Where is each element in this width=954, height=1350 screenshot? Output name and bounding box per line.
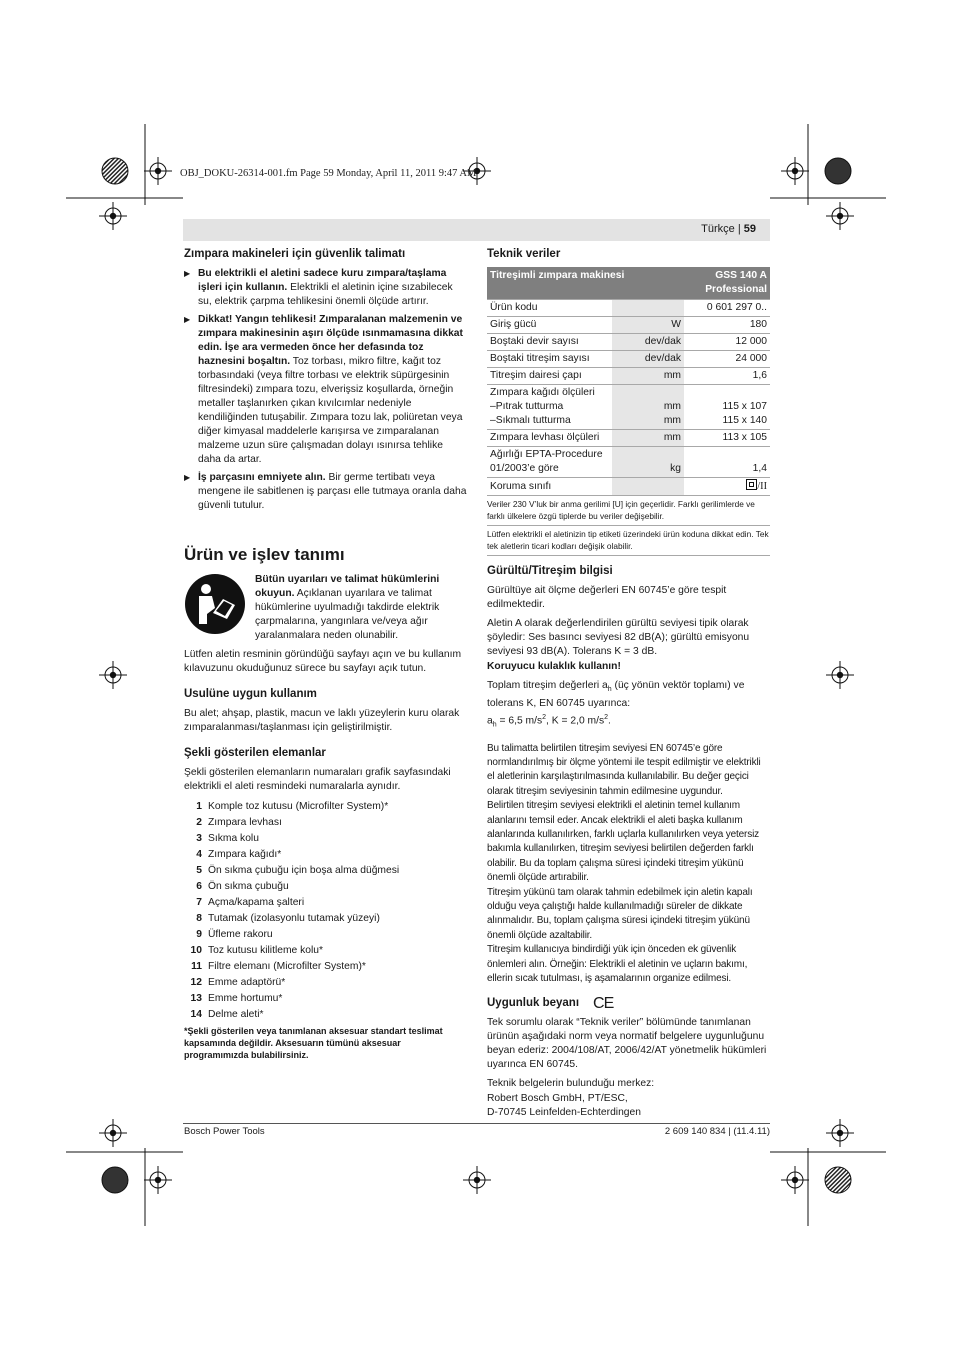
item-number: 4 [196,849,202,860]
table-row [487,300,770,317]
docs-line: D-70745 Leinfelden-Echterdingen [487,1107,641,1119]
item-number: 11 [191,961,202,972]
conformity-title [487,996,770,1011]
table-row [487,351,770,368]
vib-sup: 2 [542,714,547,722]
print-slug: OBJ_DOKU-26314-001.fm Page 59 Monday, April 11, 2011 9:47 AM [180,168,477,179]
table-row [487,430,770,447]
vib-symbol-sub: h [492,721,497,729]
item-number: 2 [196,817,202,828]
header-language: Türkçe [701,223,735,235]
weight-label-2: 01/2003’e göre [490,463,559,474]
product-features-intro: Şekli gösterilen elemanların numaraları grafik sayfasındaki elektrikli el aleti resmindeki numaralarla aynıdır. [184,767,451,792]
table-note-voltage: Veriler 230 V’luk bir anma gerilimi [U] için geçerlidir. Farklı gerilimlerde ve farklı ülkelere özgü tiplerde bu veriler değişebilir. [487,498,770,526]
intended-use-title: Usulüne uygun kullanım [184,688,317,700]
row-unit [612,478,684,496]
list-item [184,863,467,879]
technical-file-location [487,1077,770,1121]
item-number: 9 [196,929,202,940]
model-name: GSS 140 A [715,270,767,281]
paper-clamp-label: –Sıkmalı tutturma [490,415,571,426]
vib-tolerance: , K = 2,0 m/s [546,715,605,727]
row-label: Boştaki devir sayısı [487,334,612,351]
bullet-text: Toz torbası, mikro filtre, kağıt toz torbasındaki (veya filtre torbası ve elektrik süpürgesinin filtresindeki) zımpara tozu, elverişsiz koşullarda, örneğin metaller taşlanırken çıkan kıvılcımlar nedeniyle kendiliğinden tutuşabilir. Zımpara tozu lak, poliüretan veya diğer kimyasal maddelerle karışırsa ve zımparalanan malzeme uzun süre çalışmadan dolayı ısınırsa tehlike daha da artar. [198,356,463,465]
item-label: Tutamak (izolasyonlu tutamak yüzeyi) [208,913,380,924]
item-label: Ön sıkma çubuğu [208,881,289,892]
fold-out-instruction: Lütfen aletin resminin göründüğü sayfayı açın ve bu kullanım kılavuzunu okuduğunuz sürece bu sayfayı açık tutun. [184,649,462,674]
bullet-text: Elektrikli el aletinin içine sızabilecek su, elektrik çarpma tehlikesini önemli ölçüde artırır. [198,282,453,307]
list-item [184,927,467,943]
noise-vibration-title: Gürültü/Titreşim bilgisi [487,565,613,577]
table-row [487,334,770,351]
read-instructions-warning [184,573,467,643]
bullet-bold: Bu elektrikli el aletini sadece kuru zımpara/taşlama işleri için kullanın. [198,268,447,293]
vib-paragraph: Titreşim kullanıcıya bindirdiği yük için önceden ek güvenlik önlemleri alın. Örneğin: Elektrikli el aletinin ve uçların bakımı, ellerin sıcak tutulması, iş aşamalarının organize edilmesi. [487,944,748,985]
row-label [487,447,612,478]
item-number: 5 [196,865,202,876]
row-value [684,385,770,430]
row-value: 113 x 105 [684,430,770,447]
row-label: Boştaki titreşim sayısı [487,351,612,368]
noise-measure-text: Gürültüye ait ölçme değerleri EN 60745’e göre tespit edilmektedir. [487,585,727,610]
item-number: 1 [196,801,202,812]
row-unit: mm [612,430,684,447]
row-label: Koruma sınıfı [487,478,612,496]
item-number: 3 [196,833,202,844]
list-item [184,799,467,815]
row-value: 0 601 297 0.. [684,300,770,317]
item-label: Zımpara levhası [208,817,282,828]
protection-class-value: /II [757,481,767,492]
intended-use-text: Bu alet; ahşap, plastik, macun ve laklı yüzeylerin kuru olarak zımparalanması/taşlanması için geliştirilmiştir. [184,708,460,733]
table-row [487,317,770,334]
row-unit: dev/dak [612,334,684,351]
table-row [487,447,770,478]
product-section-title: Ürün ve işlev tanımı [184,545,345,564]
row-label: Ürün kodu [487,300,612,317]
item-number: 8 [196,913,202,924]
warning-bold: Bütün uyarıları ve talimat hükümlerini okuyun. [255,574,440,599]
item-label: Toz kutusu kilitleme kolu* [208,945,324,956]
row-unit: dev/dak [612,351,684,368]
bullet-text: Bir germe tertibatı veya mengene ile sabitlenen iş parçası elle tutmaya oranla daha güvenli tutulur. [198,472,467,511]
item-label: Filtre elemanı (Microfilter System)* [208,961,366,972]
list-item [184,1007,467,1023]
row-value [684,478,770,496]
row-label: Zımpara levhası ölçüleri [487,430,612,447]
table-row [487,368,770,385]
list-item [184,831,467,847]
vib-period: . [608,715,611,727]
vib-sub: h [607,686,612,694]
item-number: 12 [190,977,202,988]
value: 115 x 107 [722,401,767,412]
vib-paragraph: Belirtilen titreşim seviyesi elektrikli el aletinin temel kullanım alanlarını temsil eder. Ancak elektrikli el aleti başka kullanım alanlarında kullanılırken, farklı uçlarla kullanılırken veya yetersiz bakımla kullanılırken, titreşim seviyesi belirtilen değerden farklı olabilir. Bu da toplam çalışma süresi içindeki titreşim yükünü önemli ölçüde artırabilir. [487,800,760,884]
row-label [487,385,612,430]
list-item [184,943,467,959]
header-separator: | [734,223,744,235]
table-note-item-number: Lütfen elektrikli el aletinizin tip etiketi üzerindeki ürün koduna dikkat edin. Tek tek aletlerin ticari kodları değişik olabilir. [487,528,770,556]
row-value: 180 [684,317,770,334]
vib-paragraph: Bu talimatta belirtilen titreşim seviyesi EN 60745’e göre normlandırılmış bir ölçme yöntemi ile tespit edilmiştir ve elektrikli el aletlerinin karşılaştırılmasında kullanılabilir. Bu değer geçici olarak titreşim seviyesinin tahmin edilmesine uygundur. [487,742,761,797]
item-number: 13 [190,993,202,1004]
product-features-list [184,799,467,1023]
docs-line: Teknik belgelerin bulunduğu merkez: [487,1078,655,1090]
list-item [184,895,467,911]
technical-data-title: Teknik veriler [487,248,561,260]
list-item [184,879,467,895]
table-header-tool: Titreşimli zımpara makinesi [487,267,684,300]
item-number: 6 [196,881,202,892]
bullet-bold: Dikkat! Yangın tehlikesi! Zımparalanan malzemenin ve zımpara makinesinin aşırı ölçüde ısınmamasına dikkat edin. İşe ara vermeden önce her defasında toz haznesini boşaltın. [198,314,463,367]
list-item [184,975,467,991]
safety-title: Zımpara makineleri için güvenlik talimatı [184,248,406,260]
safety-bullet [184,471,467,513]
item-label: Emme hortumu* [208,993,283,1004]
noise-level-text: Aletin A olarak değerlendirilen gürültü seviyesi tipik olarak şöyledir: Ses basıncı seviyesi 82 dB(A); gürültü emisyonu seviyesi 93 dB(A). Tolerans K = 3 dB. [487,618,750,657]
model-line: Professional [705,284,767,295]
list-item [184,911,467,927]
warning-text: Açıklanan uyarılara ve talimat hükümlerine uyulmadığı takdirde elektrik çarpmalarına, yangınlara ve/veya ağır yaralanmalara neden olunabilir. [255,588,440,641]
vib-paragraph: Titreşim yükünü tam olarak tahmin edebilmek için aletin kapalı olduğu veya çalıştığı halde kullanılmadığı süreler de dikkate alınmalıdır. Bu, toplam çalışma süresi içindeki titreşim yükünü önemli ölçüde azaltabilir. [487,886,753,941]
item-label: Delme aleti* [208,1009,264,1020]
row-value: 1,6 [684,368,770,385]
technical-data-table [487,267,770,496]
item-label: Sıkma kolu [208,833,259,844]
table-header-row [487,267,770,300]
protection-class-icon [746,479,757,490]
row-value: 1,4 [684,447,770,478]
row-value: 24 000 [684,351,770,368]
vibration-explanation [487,742,770,987]
vibration-values [487,679,770,733]
item-number: 14 [190,1009,202,1020]
list-item [184,815,467,831]
vib-value: = 6,5 m/s [496,715,543,727]
item-label: Komple toz kutusu (Microfilter System)* [208,801,389,812]
unit: mm [663,401,681,412]
safety-bullet [184,313,467,467]
row-unit: kg [612,447,684,478]
list-item [184,959,467,975]
ear-protection-bold: Koruyucu kulaklık kullanın! [487,661,621,672]
vib-text: Toplam titreşim değerleri a [487,680,608,691]
paper-velcro-label: –Pıtrak tutturma [490,401,564,412]
item-number: 7 [196,897,202,908]
row-unit: mm [612,368,684,385]
right-column [487,247,770,1126]
item-label: Zımpara kağıdı* [208,849,282,860]
bullet-bold: İş parçasını emniyete alın. [198,472,326,483]
product-features-title: Şekli gösterilen elemanlar [184,747,326,759]
conformity-title-text: Uygunluk beyanı [487,997,580,1010]
safety-bullet [184,267,467,309]
unit: mm [663,415,681,426]
footer-rule [183,1123,770,1124]
item-label: Emme adaptörü* [208,977,286,988]
page-number: 59 [743,223,756,235]
list-item [184,991,467,1007]
vib-sup: 2 [604,714,609,722]
read-manual-icon [184,573,246,635]
vib-text-rest: (üç yönün vektör toplamı) ve tolerans K, EN 60745 uyarınca: [487,680,745,710]
value: 115 x 140 [722,415,767,426]
weight-label: Ağırlığı EPTA-Procedure [490,449,603,460]
paper-size-label: Zımpara kağıdı ölçüleri [490,387,595,398]
row-value: 12 000 [684,334,770,351]
list-item [184,847,467,863]
table-header-model [684,267,770,300]
page-header [183,219,770,241]
item-label: Ön sıkma çubuğu için boşa alma düğmesi [208,865,400,876]
row-unit: W [612,317,684,334]
docs-line: Robert Bosch GmbH, PT/ESC, [487,1092,628,1104]
item-number: 10 [190,945,202,956]
footer-doc-number: 2 609 140 834 | (11.4.11) [664,1126,770,1137]
table-row [487,478,770,496]
row-label: Titreşim dairesi çapı [487,368,612,385]
vib-symbol: a [487,715,493,727]
table-row [487,385,770,430]
item-label: Açma/kapama şalteri [208,897,305,908]
left-column [184,247,467,1061]
ear-protection-warning [487,660,770,674]
row-unit [612,385,684,430]
item-label: Üfleme rakoru [208,929,273,940]
row-unit [612,300,684,317]
row-label: Giriş gücü [487,317,612,334]
footer-brand: Bosch Power Tools [184,1126,265,1137]
conformity-text: Tek sorumlu olarak “Teknik veriler” bölümünde tanımlanan ürünün aşağıdaki norm veya normatif belgelere uygunluğunu beyan ederiz: 2004/108/AT, 2006/42/AT yönetmelik hükümleri uyarınca EN 60745. [487,1017,767,1071]
ce-mark-icon: CE [593,995,614,1013]
accessory-footnote: *Şekli gösterilen veya tanımlanan aksesuar standart teslimat kapsamında değildir. Aksesuarın tümünü aksesuar programımızda bulabilirsiniz. [184,1026,443,1060]
